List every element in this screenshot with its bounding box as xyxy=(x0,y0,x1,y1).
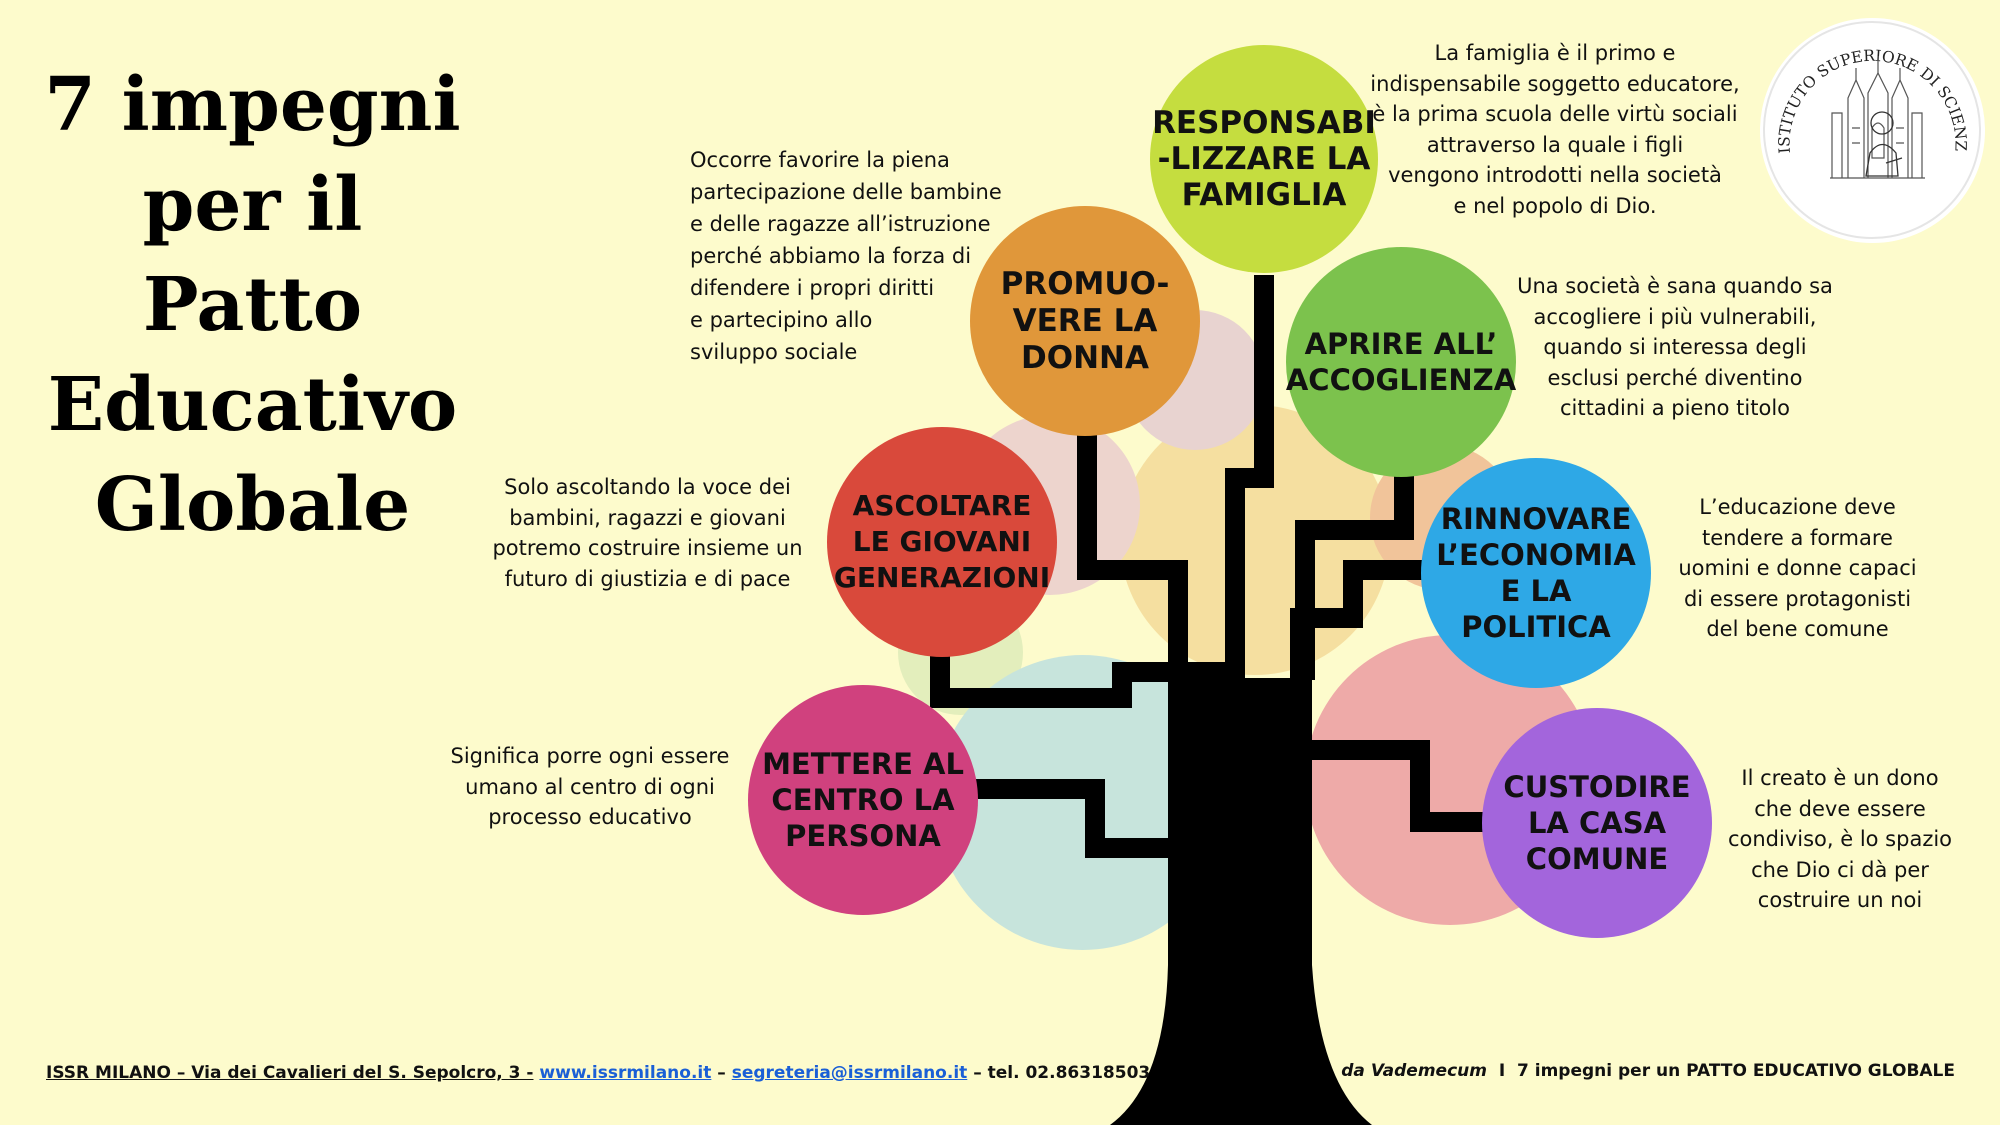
svg-text:ISTITUTO SUPERIORE DI SCIENZE: ISTITUTO SUPERIORE DI SCIENZ xyxy=(1775,46,1970,155)
source-divider: I xyxy=(1498,1061,1506,1081)
description-rinnovare: L’educazione deve tendere a formare uomini e donne capaci di essere protagonisti del bene comune xyxy=(1678,495,1917,641)
footer-separator: – xyxy=(717,1063,726,1083)
source-prefix: da Vademecum xyxy=(1341,1061,1487,1081)
issr-logo xyxy=(1760,18,1985,243)
description-responsabilizzare: La famiglia è il primo e indispensabile soggetto educatore, è la prima scuola delle virtù sociali attraverso la quale i figli vengono introdotti nella società e nel popolo di Dio. xyxy=(1370,41,1740,218)
description-mettere: Significa porre ogni essere umano al centro di ogni processo educativo xyxy=(450,744,730,829)
circle-ascoltare: ASCOLTARE LE GIOVANI GENERAZIONI xyxy=(827,427,1057,657)
footer-org: ISSR MILANO – Via dei Cavalieri del S. Sepolcro, 3 - xyxy=(46,1063,534,1083)
source-title: 7 impegni per un PATTO EDUCATIVO GLOBALE xyxy=(1517,1061,1955,1081)
page-title: 7 impegni per il Patto Educativo Globale xyxy=(44,62,461,548)
circle-aprire: APRIRE ALL’ ACCOGLIENZA xyxy=(1286,247,1516,477)
description-custodire: Il creato è un dono che deve essere condiviso, è lo spazio che Dio ci dà per costruire un noi xyxy=(1727,766,1953,912)
branch-custodire xyxy=(1300,750,1495,822)
description-aprire: Una società è sana quando sa accogliere i più vulnerabili, quando si interessa degli esclusi perché diventino cittadini a pieno titolo xyxy=(1517,274,1833,420)
branch-responsabilizzare xyxy=(1235,275,1264,680)
circle-promuovere: PROMUO- VERE LA DONNA xyxy=(970,206,1200,436)
circle-mettere: METTERE AL CENTRO LA PERSONA xyxy=(748,685,978,915)
circle-custodire: CUSTODIRE LA CASA COMUNE xyxy=(1482,708,1712,938)
branch-rinnovare xyxy=(1300,570,1428,680)
circle-rinnovare: RINNOVARE L’ECONOMIA E LA POLITICA xyxy=(1421,458,1651,688)
footer-contact xyxy=(46,1063,1150,1083)
description-ascoltare: Solo ascoltando la voce dei bambini, ragazzi e giovani potremo costruire insieme un futuro di giustizia e di pace xyxy=(492,475,803,591)
footer-phone: – tel. 02.86318503 xyxy=(973,1063,1151,1083)
email-link[interactable]: segreteria@issrmilano.it xyxy=(731,1063,968,1083)
cathedral-icon xyxy=(1760,18,1985,243)
description-promuovere: Occorre favorire la piena partecipazione delle bambine e delle ragazze all’istruzione perché abbiamo la forza di difendere i propri diritti e partecipino allo sviluppo sociale xyxy=(690,148,1002,364)
website-link[interactable]: www.issrmilano.it xyxy=(539,1063,712,1083)
branch-promuovere xyxy=(1087,425,1178,680)
footer-source xyxy=(1341,1061,1955,1081)
circle-responsabilizzare: RESPONSABI -LIZZARE LA FAMIGLIA xyxy=(1150,45,1378,273)
branch-mettere xyxy=(975,789,1175,848)
